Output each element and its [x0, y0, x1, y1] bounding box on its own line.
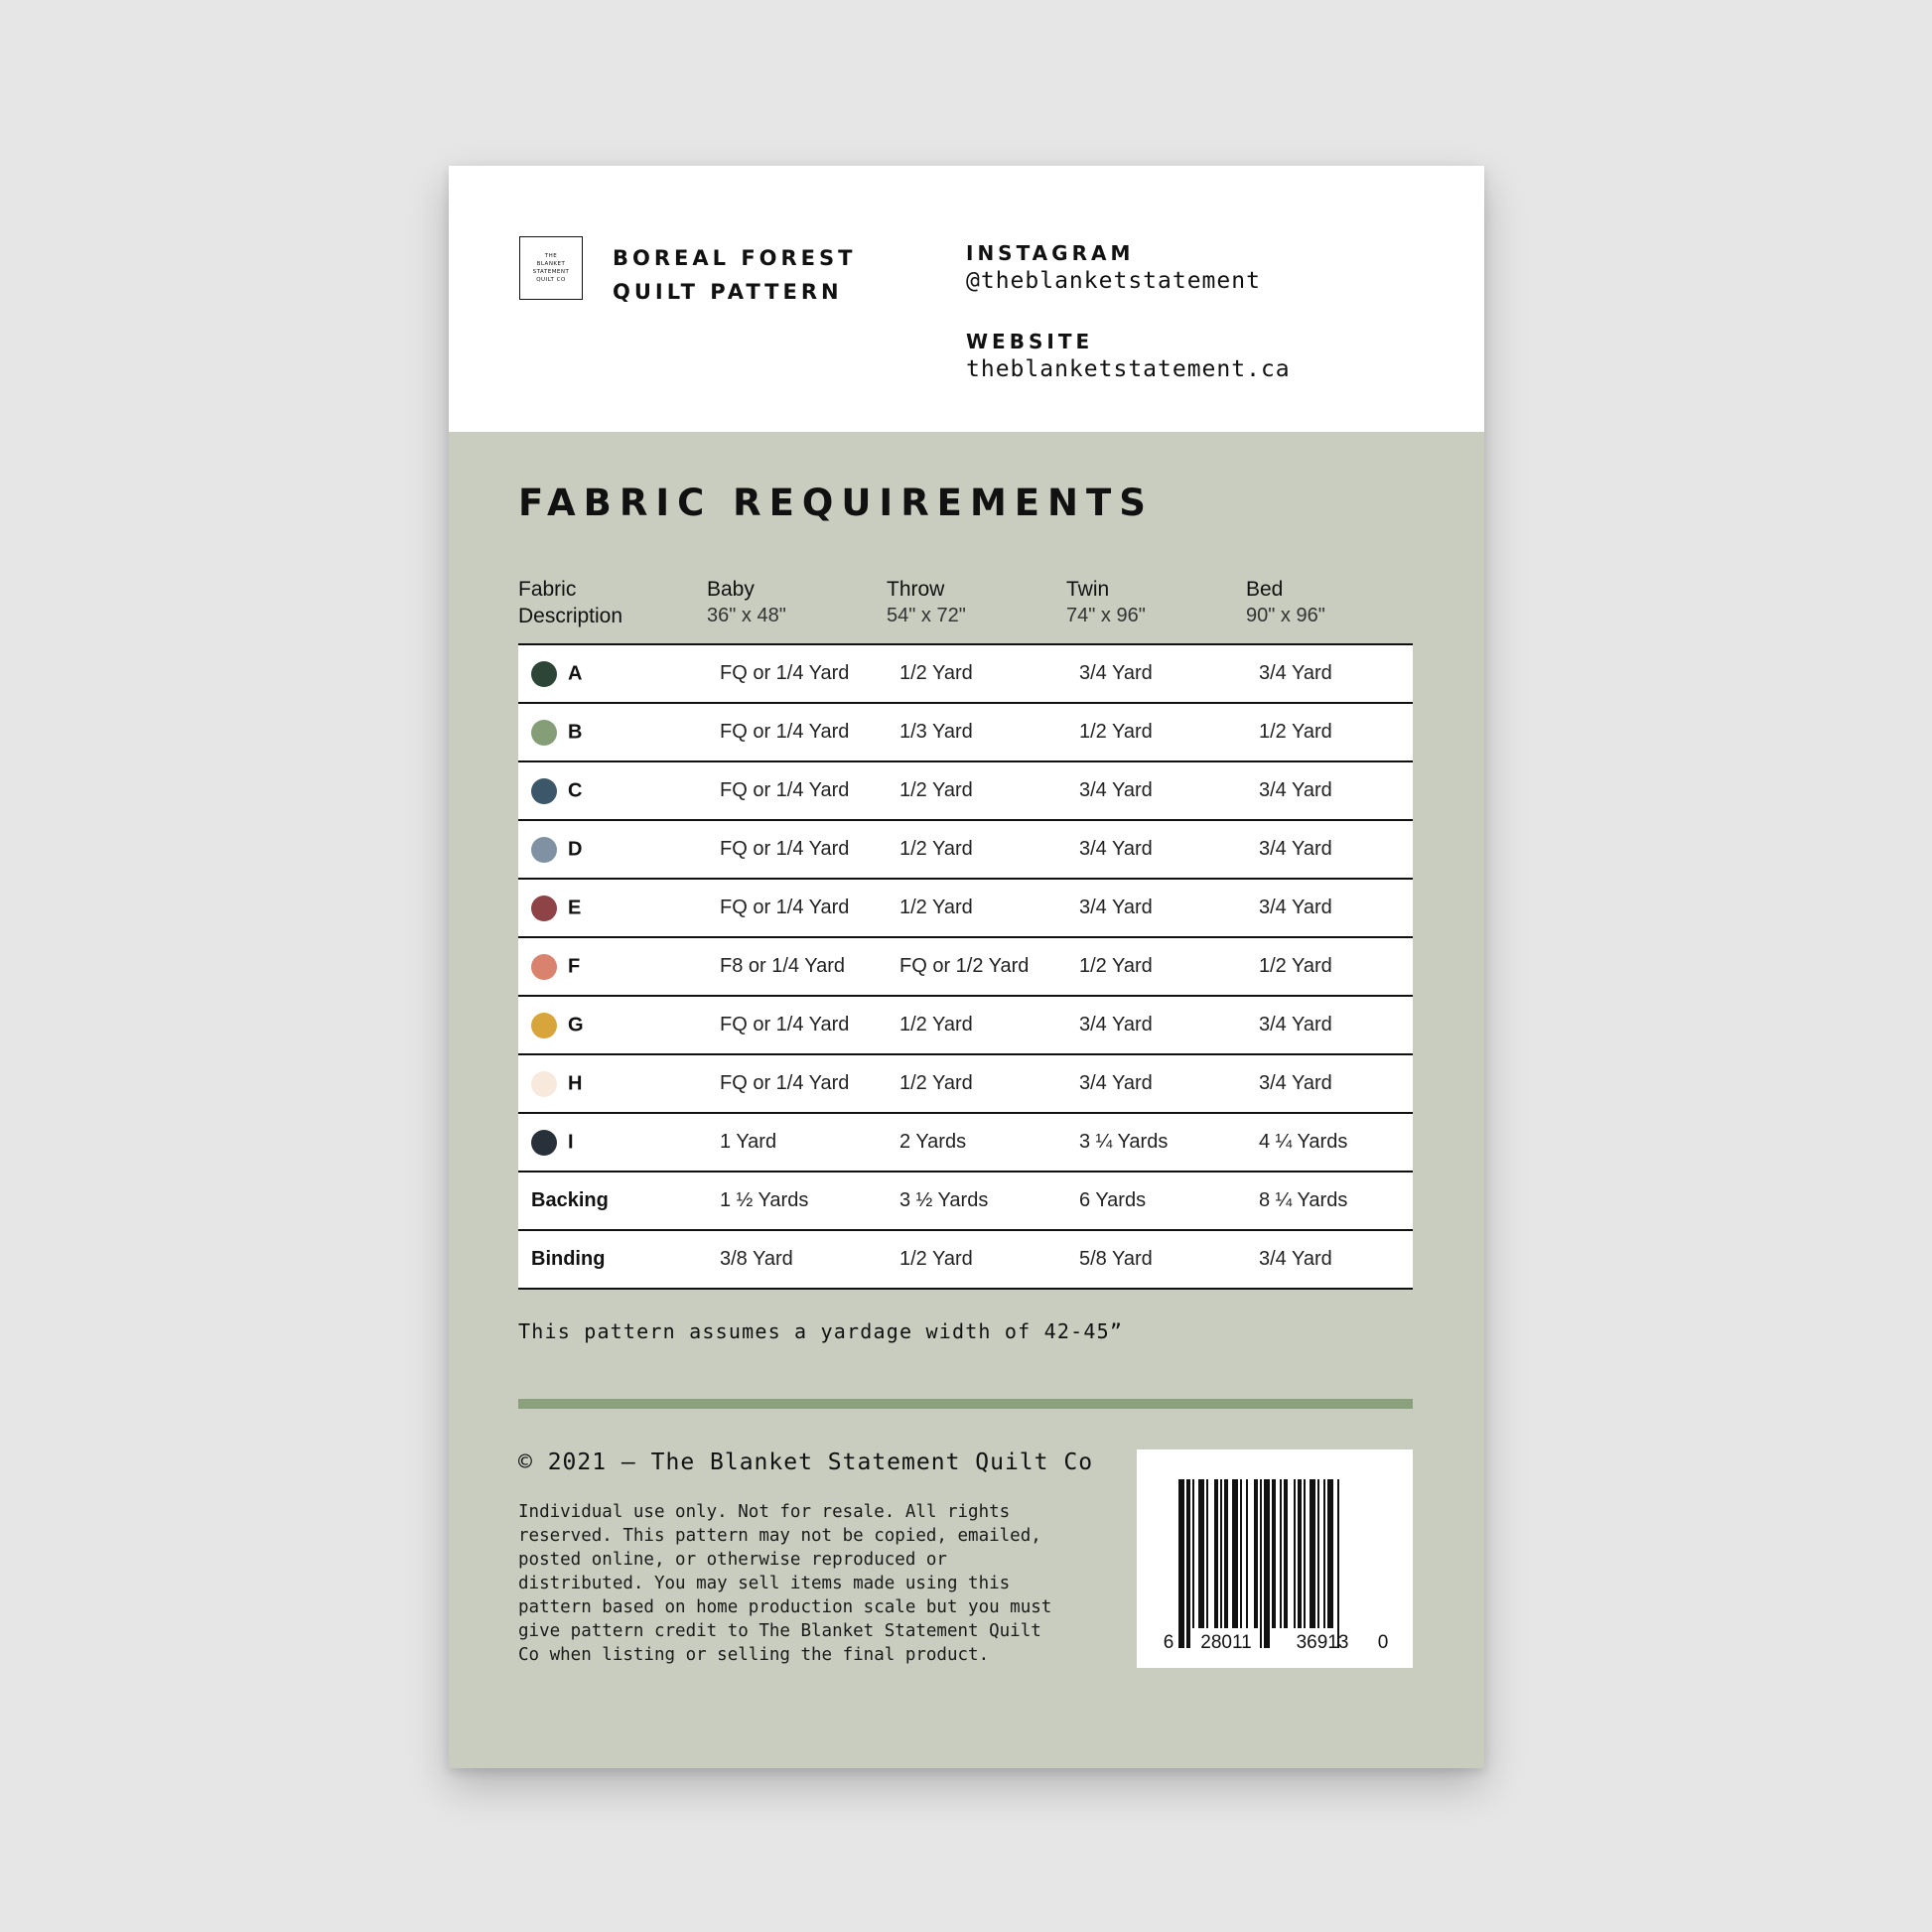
barcode-bar: [1178, 1479, 1184, 1648]
pattern-name: [613, 241, 856, 309]
logo-line: THE: [544, 253, 558, 259]
bed-cell: 4 ¼ Yards: [1259, 1113, 1413, 1172]
fabric-code: A: [568, 662, 583, 684]
barcode-bar: [1198, 1479, 1204, 1628]
fabric-cell: [518, 703, 720, 761]
fabric-code: F: [568, 955, 581, 977]
column-header-sub: Description: [518, 605, 623, 627]
barcode-bar: [1337, 1479, 1339, 1648]
legal-notice: Individual use only. Not for resale. All rights reserved. This pattern may not be copied, emailed, posted online, or otherwise reproduced or distributed. You may sell items made using this pattern based on home production scale but you must give pattern credit to The Blanket Statement Quilt Co when listing or selling the final product.: [518, 1502, 1052, 1665]
baby-cell: FQ or 1/4 Yard: [720, 820, 899, 879]
barcode-bar: [1220, 1479, 1222, 1628]
baby-cell: 3/8 Yard: [720, 1230, 899, 1289]
twin-cell: 3/4 Yard: [1079, 820, 1259, 879]
barcode-bar: [1240, 1479, 1242, 1628]
table-row: [518, 937, 1413, 996]
bed-cell: 3/4 Yard: [1259, 761, 1413, 820]
fabric-code: D: [568, 838, 583, 860]
throw-cell: 1/3 Yard: [899, 703, 1079, 761]
barcode-bar: [1232, 1479, 1238, 1628]
bed-cell: 3/4 Yard: [1259, 996, 1413, 1054]
column-header-label: Fabric: [518, 578, 577, 601]
throw-cell: 1/2 Yard: [899, 996, 1079, 1054]
barcode-bar: [1260, 1479, 1262, 1648]
backing-label: Backing: [531, 1189, 609, 1211]
barcode-bar: [1206, 1479, 1208, 1628]
bed-cell: 3/4 Yard: [1259, 1230, 1413, 1289]
barcode-bar: [1246, 1479, 1248, 1628]
barcode-bar: [1192, 1479, 1194, 1628]
throw-cell: 1/2 Yard: [899, 644, 1079, 703]
divider: [518, 1399, 1413, 1409]
throw-cell: FQ or 1/2 Yard: [899, 937, 1079, 996]
throw-cell: 3 ½ Yards: [899, 1172, 1079, 1230]
fabric-code: I: [568, 1131, 574, 1153]
barcode-bar: [1323, 1479, 1325, 1628]
column-header-twin: [1066, 576, 1146, 629]
bed-cell: 3/4 Yard: [1259, 879, 1413, 937]
fabric-code: G: [568, 1014, 584, 1035]
color-swatch: [531, 778, 557, 804]
barcode-digit: 36913: [1296, 1632, 1349, 1653]
binding-label: Binding: [531, 1248, 606, 1270]
baby-cell: 1 Yard: [720, 1113, 899, 1172]
baby-cell: FQ or 1/4 Yard: [720, 996, 899, 1054]
column-header-size: 36" x 48": [707, 605, 786, 626]
barcode-bar: [1317, 1479, 1319, 1628]
twin-cell: 3/4 Yard: [1079, 879, 1259, 937]
twin-cell: 1/2 Yard: [1079, 937, 1259, 996]
pattern-name-line1: BOREAL FOREST: [613, 246, 857, 270]
header: [449, 166, 1484, 432]
table-row: [518, 644, 1413, 703]
fabric-cell: [518, 1172, 720, 1230]
instagram-label: INSTAGRAM: [966, 241, 1135, 265]
throw-cell: 1/2 Yard: [899, 879, 1079, 937]
twin-cell: 6 Yards: [1079, 1172, 1259, 1230]
twin-cell: 3/4 Yard: [1079, 996, 1259, 1054]
barcode-bar: [1186, 1479, 1190, 1648]
barcode: [1137, 1449, 1413, 1668]
barcode-bar: [1254, 1479, 1258, 1628]
twin-cell: 5/8 Yard: [1079, 1230, 1259, 1289]
barcode-bar: [1327, 1479, 1333, 1628]
color-swatch: [531, 1130, 557, 1156]
barcode-bar: [1214, 1479, 1218, 1628]
barcode-graphic: [1137, 1449, 1413, 1668]
brand-logo: [519, 236, 583, 300]
twin-cell: 3/4 Yard: [1079, 644, 1259, 703]
bed-cell: 3/4 Yard: [1259, 820, 1413, 879]
table-row: [518, 1230, 1413, 1289]
pattern-back-cover: [449, 166, 1484, 1768]
barcode-bar: [1280, 1479, 1282, 1628]
color-swatch: [531, 1071, 557, 1097]
fabric-cell: [518, 1230, 720, 1289]
color-swatch: [531, 837, 557, 863]
table-row: [518, 1113, 1413, 1172]
throw-cell: 1/2 Yard: [899, 1054, 1079, 1113]
bed-cell: 3/4 Yard: [1259, 1054, 1413, 1113]
twin-cell: 3/4 Yard: [1079, 761, 1259, 820]
barcode-bar: [1284, 1479, 1288, 1628]
barcode-digit: 0: [1377, 1632, 1389, 1653]
baby-cell: FQ or 1/4 Yard: [720, 644, 899, 703]
fabric-cell: [518, 996, 720, 1054]
table-row: [518, 1054, 1413, 1113]
bed-cell: 1/2 Yard: [1259, 937, 1413, 996]
table-row: [518, 761, 1413, 820]
fabric-cell: [518, 879, 720, 937]
fabric-cell: [518, 644, 720, 703]
barcode-digit: 6: [1163, 1632, 1174, 1653]
column-header-size: 54" x 72": [887, 605, 966, 626]
barcode-bar: [1264, 1479, 1270, 1648]
fabric-cell: [518, 937, 720, 996]
bed-cell: 1/2 Yard: [1259, 703, 1413, 761]
fabric-cell: [518, 1054, 720, 1113]
column-header-size: 90" x 96": [1246, 605, 1325, 626]
table-header: [518, 576, 1413, 631]
fabric-code: C: [568, 779, 583, 801]
color-swatch: [531, 896, 557, 921]
color-swatch: [531, 661, 557, 687]
column-header-label: Throw: [887, 578, 945, 601]
baby-cell: FQ or 1/4 Yard: [720, 761, 899, 820]
barcode-digit: 28011: [1200, 1632, 1252, 1653]
throw-cell: 2 Yards: [899, 1113, 1079, 1172]
column-header-label: Twin: [1066, 578, 1110, 601]
table-row: [518, 879, 1413, 937]
logo-line: QUILT CO: [536, 277, 566, 283]
twin-cell: 3 ¼ Yards: [1079, 1113, 1259, 1172]
baby-cell: FQ or 1/4 Yard: [720, 879, 899, 937]
column-header-size: 74" x 96": [1066, 605, 1146, 626]
section-title: FABRIC REQUIREMENTS: [518, 482, 1154, 524]
column-header-fabric: [518, 576, 622, 629]
twin-cell: 3/4 Yard: [1079, 1054, 1259, 1113]
baby-cell: FQ or 1/4 Yard: [720, 703, 899, 761]
column-header-label: Baby: [707, 578, 755, 601]
barcode-bar: [1224, 1479, 1228, 1628]
barcode-bar: [1298, 1479, 1302, 1628]
instagram-handle: @theblanketstatement: [966, 268, 1261, 294]
color-swatch: [531, 1013, 557, 1038]
bed-cell: 3/4 Yard: [1259, 644, 1413, 703]
column-header-bed: [1246, 576, 1325, 629]
bed-cell: 8 ¼ Yards: [1259, 1172, 1413, 1230]
fabric-requirements-table: [518, 643, 1413, 1290]
color-swatch: [531, 954, 557, 980]
baby-cell: 1 ½ Yards: [720, 1172, 899, 1230]
table-row: [518, 1172, 1413, 1230]
baby-cell: FQ or 1/4 Yard: [720, 1054, 899, 1113]
throw-cell: 1/2 Yard: [899, 761, 1079, 820]
pattern-name-line2: QUILT PATTERN: [613, 280, 843, 304]
column-header-throw: [887, 576, 966, 629]
table-row: [518, 820, 1413, 879]
logo-line: STATEMENT: [532, 269, 570, 275]
baby-cell: F8 or 1/4 Yard: [720, 937, 899, 996]
fabric-cell: [518, 1113, 720, 1172]
barcode-bar: [1272, 1479, 1276, 1628]
barcode-bar: [1294, 1479, 1296, 1628]
barcode-bar: [1304, 1479, 1306, 1628]
twin-cell: 1/2 Yard: [1079, 703, 1259, 761]
website-label: WEBSITE: [966, 330, 1094, 353]
fabric-code: H: [568, 1072, 583, 1094]
yardage-note: This pattern assumes a yardage width of 42-45”: [518, 1319, 1124, 1343]
column-header-baby: [707, 576, 786, 629]
fabric-code: E: [568, 897, 582, 918]
table-row: [518, 703, 1413, 761]
throw-cell: 1/2 Yard: [899, 1230, 1079, 1289]
fabric-cell: [518, 820, 720, 879]
website-url: theblanketstatement.ca: [966, 356, 1291, 382]
throw-cell: 1/2 Yard: [899, 820, 1079, 879]
fabric-code: B: [568, 721, 583, 743]
table-row: [518, 996, 1413, 1054]
barcode-bar: [1310, 1479, 1315, 1628]
color-swatch: [531, 720, 557, 746]
copyright: © 2021 – The Blanket Statement Quilt Co: [518, 1449, 1094, 1475]
fabric-cell: [518, 761, 720, 820]
column-header-label: Bed: [1246, 578, 1284, 601]
logo-line: BLANKET: [536, 261, 566, 267]
